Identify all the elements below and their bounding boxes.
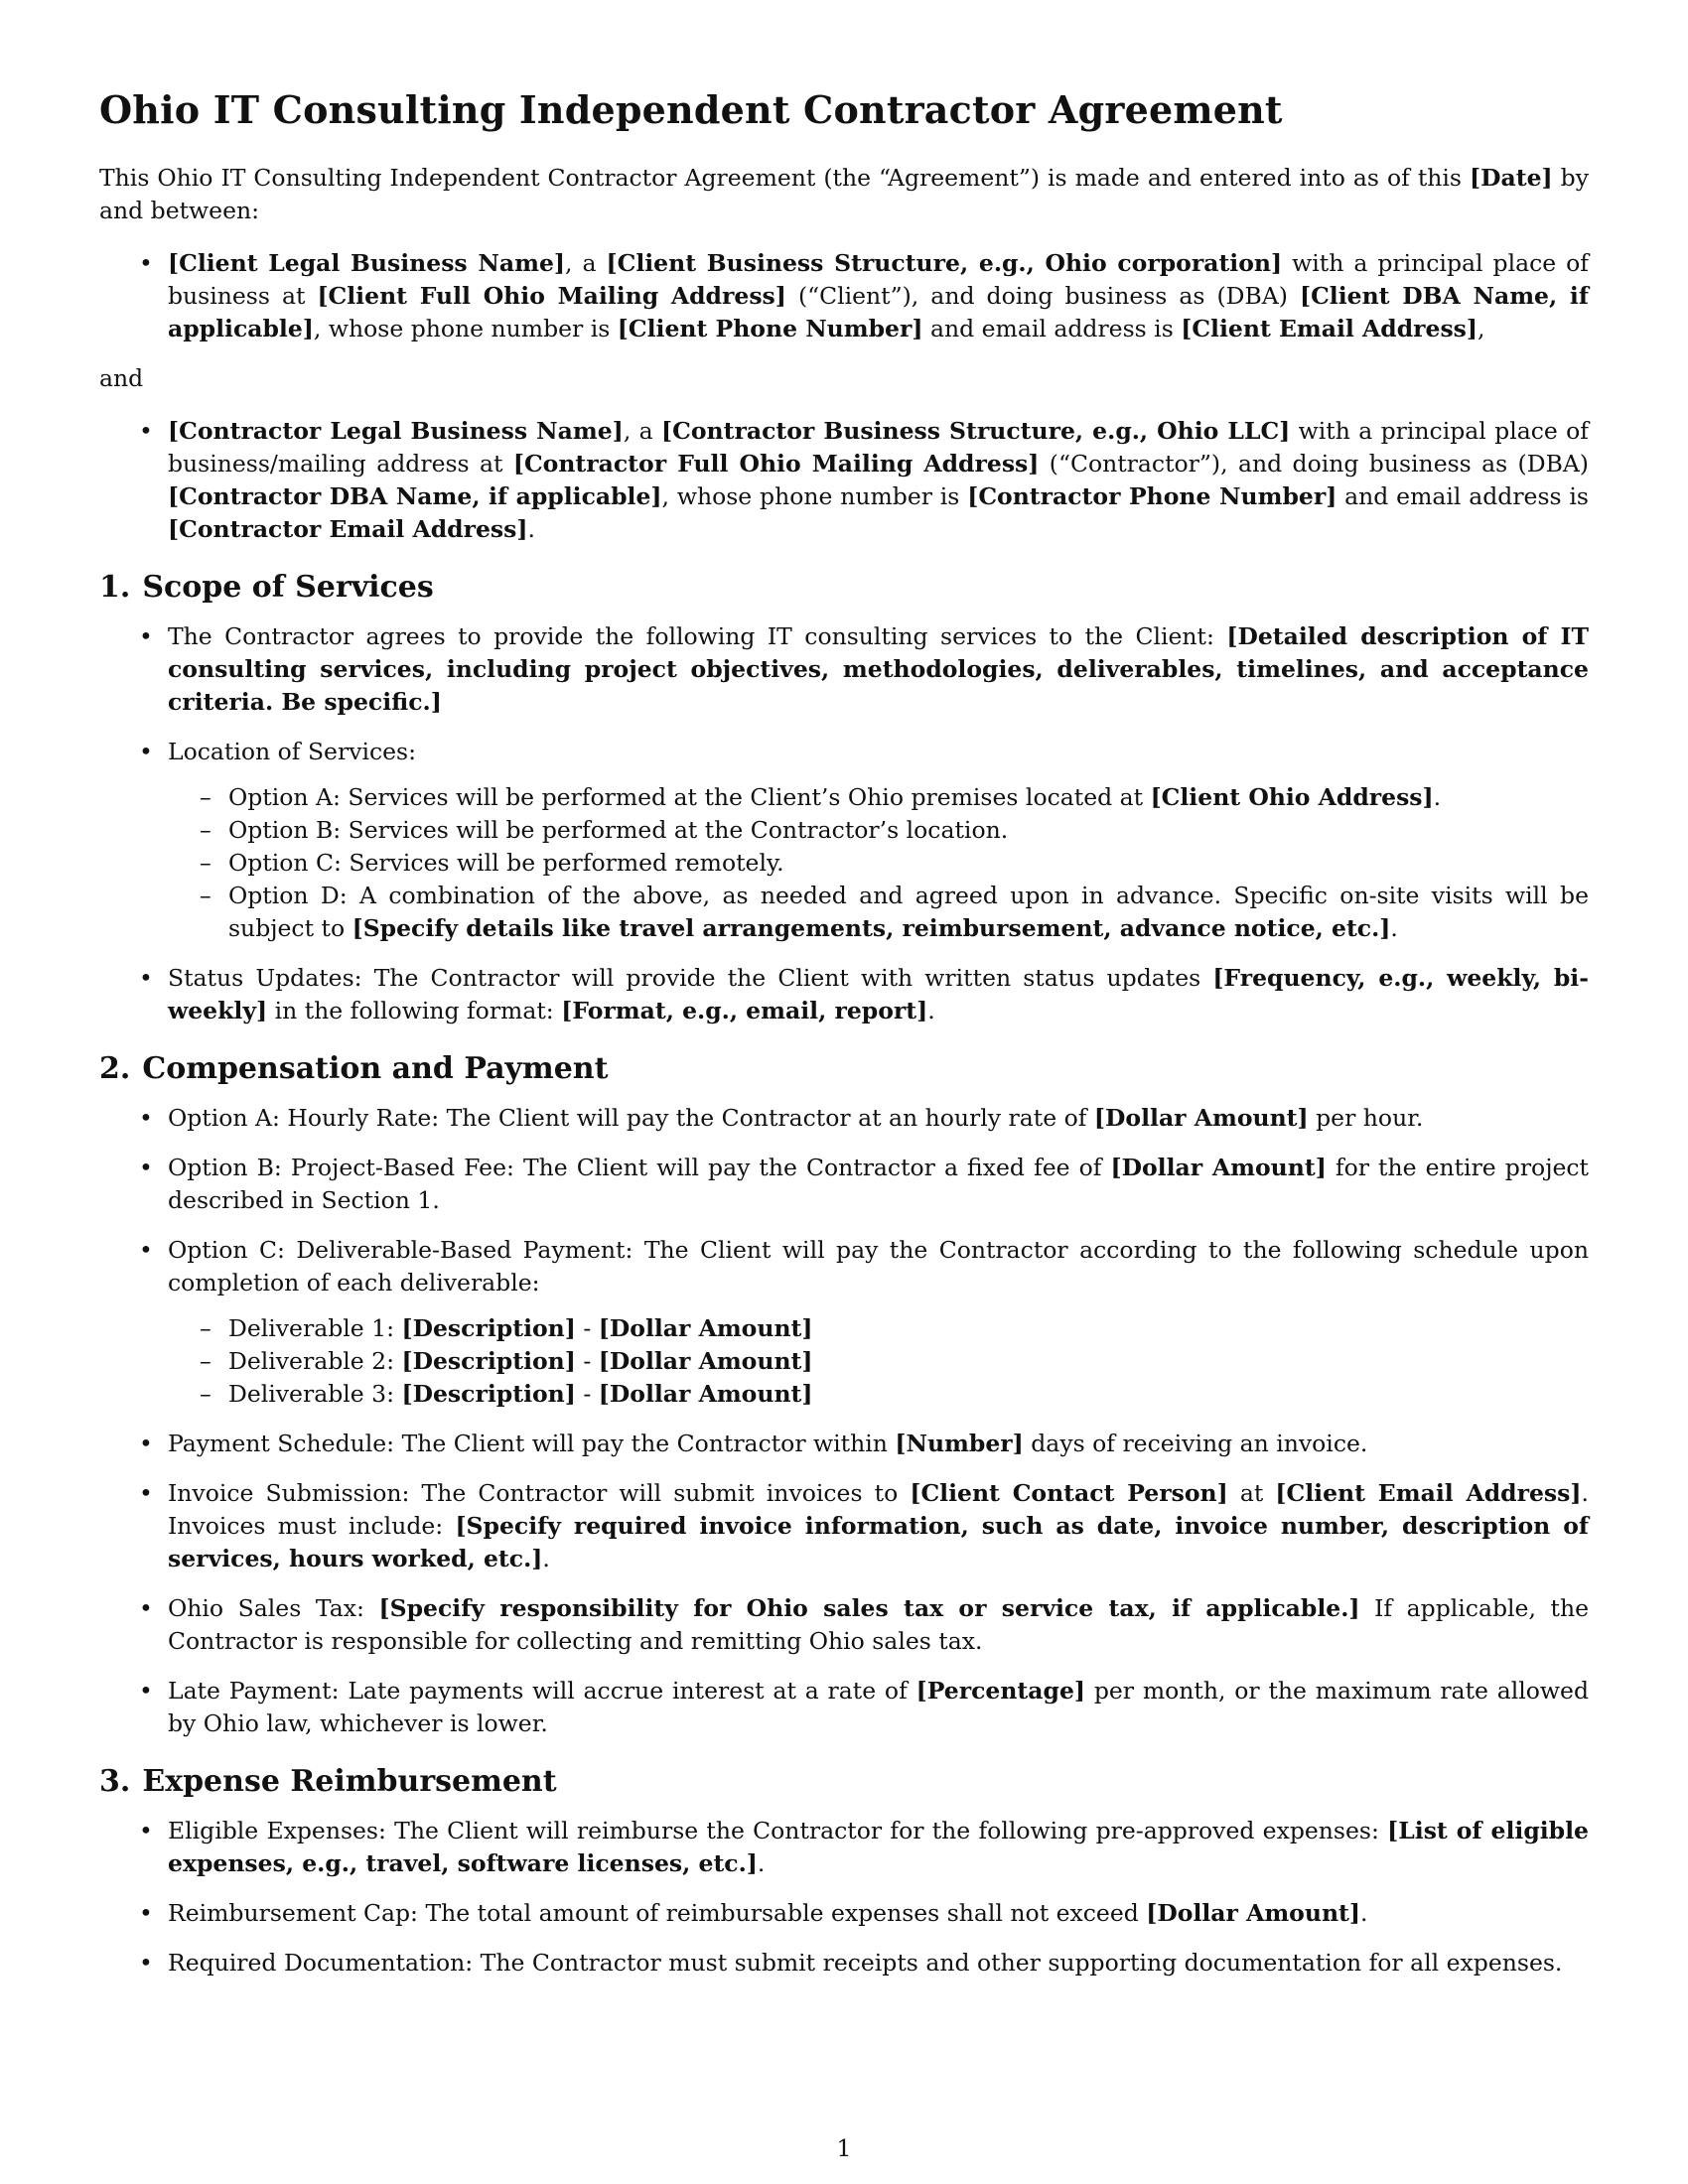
text: (“Client”), and doing business as (DBA): [785, 282, 1300, 310]
contractor-party-list: [99, 415, 1589, 546]
section-title: Expense Reimbursement: [142, 1764, 557, 1799]
document-title: Ohio IT Consulting Independent Contractor Agreement: [99, 87, 1283, 132]
text: Option A: Hourly Rate: The Client will pay the Contractor at an hourly rate of: [168, 1104, 1094, 1132]
deliverable-row: [168, 1345, 1589, 1378]
placeholder: [Frequency, e.g., weekly, bi-weekly]: [168, 964, 1589, 1024]
text: per month, or the maximum rate allowed by Ohio law, whichever is lower.: [168, 1677, 1589, 1737]
placeholder: [Client Business Structure, e.g., Ohio corporation]: [606, 249, 1283, 277]
text: .: [1390, 914, 1398, 942]
text: per hour.: [1308, 1104, 1424, 1132]
document-body: [99, 87, 1589, 1996]
section-3-list: [99, 1815, 1589, 1979]
text: Invoice Submission: The Contractor will submit invoices to: [168, 1479, 911, 1507]
placeholder: [Contractor Phone Number]: [967, 482, 1337, 510]
text: Status Updates: The Contractor will provide the Client with written status updates: [168, 964, 1213, 992]
placeholder: [Specify responsibility for Ohio sales tax or service tax, if applicable.]: [378, 1594, 1360, 1622]
text: If applicable, the Contractor is responsible for collecting and remitting Ohio sales tax.: [168, 1594, 1589, 1655]
text: in the following format:: [267, 997, 562, 1024]
placeholder: [Contractor Full Ohio Mailing Address]: [512, 450, 1040, 478]
placeholder: [Description]: [401, 1314, 576, 1342]
text: for the entire project described in Section 1.: [168, 1154, 1589, 1214]
location-options: [168, 781, 1589, 945]
placeholder: [Specify required invoice information, such as date, invoice number, description of services, hours worked, etc.]: [168, 1512, 1589, 1572]
text: (“Contractor”), and doing business as (DBA): [1039, 450, 1589, 478]
text: Deliverable 2:: [228, 1347, 402, 1375]
services-item: [99, 620, 1589, 719]
placeholder: [Dollar Amount]: [1146, 1899, 1360, 1927]
late-payment-item: [99, 1675, 1589, 1740]
text: Reimbursement Cap: The total amount of reimbursable expenses shall not exceed: [168, 1899, 1147, 1927]
client-party-item: [99, 247, 1589, 345]
section-title: Compensation and Payment: [142, 1051, 609, 1086]
text: Option B: Project-Based Fee: The Client will pay the Contractor a fixed fee of: [168, 1154, 1111, 1181]
text: .: [757, 1849, 766, 1877]
text: Late Payment: Late payments will accrue interest at a rate of: [168, 1677, 916, 1705]
location-option-d: [168, 880, 1589, 945]
placeholder: [Dollar Amount]: [598, 1314, 813, 1342]
text: , whose phone number is: [313, 315, 618, 342]
placeholder: [Dollar Amount]: [598, 1347, 813, 1375]
section-1-list: [99, 620, 1589, 1027]
section-2-list: [99, 1102, 1589, 1740]
sales-tax-item: [99, 1592, 1589, 1658]
location-item: [99, 736, 1589, 945]
text: -: [575, 1314, 599, 1342]
date-placeholder: [Date]: [1470, 164, 1553, 192]
text: .: [542, 1545, 550, 1572]
placeholder: [Format, e.g., email, report]: [561, 997, 928, 1024]
placeholder: [Client Full Ohio Mailing Address]: [317, 282, 786, 310]
placeholder: [Client Legal Business Name]: [168, 249, 566, 277]
text: .: [927, 997, 935, 1024]
text: . Invoices must include:: [168, 1479, 1589, 1540]
placeholder: [Detailed description of IT consulting services, including project objectives, methodologies, deliverables, timelines, and acceptance criteria. Be specific.]: [168, 622, 1590, 716]
text: -: [575, 1380, 599, 1408]
text: Option D: A combination of the above, as needed and agreed upon in advance. Specific on-site visits will be subject to: [228, 882, 1589, 942]
placeholder: [Client Phone Number]: [617, 315, 923, 342]
text: Eligible Expenses: The Client will reimburse the Contractor for the following pre-approved expenses:: [168, 1817, 1388, 1844]
section-2-heading: [99, 1051, 1589, 1086]
text: Option A: Services will be performed at the Client’s Ohio premises located at: [228, 783, 1151, 811]
placeholder: [Specify details like travel arrangements, reimbursement, advance notice, etc.]: [352, 914, 1391, 942]
text: days of receiving an invoice.: [1023, 1430, 1368, 1457]
placeholder: [Client Ohio Address]: [1150, 783, 1434, 811]
placeholder: [Dollar Amount]: [1110, 1154, 1327, 1181]
text: Location of Services:: [168, 738, 417, 765]
placeholder: [Client Email Address]: [1181, 315, 1478, 342]
text: with a principal place of business/mailing address at: [168, 417, 1589, 478]
contractor-party-item: [99, 415, 1589, 546]
deliverable-row: [168, 1312, 1589, 1345]
deliverables-list: [168, 1312, 1589, 1411]
hourly-rate-item: [99, 1102, 1589, 1135]
section-number: 3.: [99, 1764, 131, 1799]
page-number: 1: [836, 2134, 852, 2162]
text: .: [1433, 783, 1442, 811]
location-option-c: – Option C: Services will be performed remotely.: [168, 847, 1589, 880]
text: Payment Schedule: The Client will pay the Contractor within: [168, 1430, 896, 1457]
placeholder: [Number]: [895, 1430, 1024, 1457]
text: Ohio Sales Tax:: [168, 1594, 379, 1622]
intro-paragraph: [99, 162, 1589, 227]
placeholder: [Dollar Amount]: [598, 1380, 813, 1408]
section-number: 2.: [99, 1051, 131, 1086]
section-title: Scope of Services: [142, 570, 434, 605]
section-number: 1.: [99, 570, 131, 605]
placeholder: [Description]: [401, 1347, 576, 1375]
deliverable-row: [168, 1378, 1589, 1411]
placeholder: [Percentage]: [915, 1677, 1086, 1705]
placeholder: [Client Contact Person]: [910, 1479, 1228, 1507]
text: at: [1227, 1479, 1276, 1507]
text: .: [1360, 1899, 1368, 1927]
placeholder: [Dollar Amount]: [1093, 1104, 1309, 1132]
section-1-heading: [99, 570, 1589, 605]
deliverable-payment-item: [99, 1234, 1589, 1411]
invoice-submission-item: [99, 1477, 1589, 1575]
location-option-b: – Option B: Services will be performed at the Contractor’s location.: [168, 814, 1589, 847]
text: , a: [623, 417, 662, 445]
text: and email address is: [922, 315, 1182, 342]
intro-text: This Ohio IT Consulting Independent Contractor Agreement (the “Agreement”) is made and entered into as of this: [99, 164, 1470, 192]
placeholder: [Contractor Email Address]: [168, 515, 528, 543]
eligible-expenses-item: [99, 1815, 1589, 1880]
text: Option C: Deliverable-Based Payment: The Client will pay the Contractor according to the following schedule upon completion of each deliverable:: [168, 1236, 1589, 1297]
text: Deliverable 3:: [228, 1380, 402, 1408]
intro-text: by and between:: [99, 164, 1589, 224]
text: with a principal place of business at: [168, 249, 1590, 310]
placeholder: [Client Email Address]: [1275, 1479, 1582, 1507]
text: -: [575, 1347, 599, 1375]
project-fee-item: [99, 1152, 1589, 1217]
and-separator: and: [99, 364, 144, 392]
placeholder: [Client DBA Name, if applicable]: [168, 282, 1589, 342]
text: , whose phone number is: [661, 482, 968, 510]
documentation-item: • Required Documentation: The Contractor must submit receipts and other supporting documentation for all expenses.: [99, 1947, 1589, 1979]
placeholder: [Contractor DBA Name, if applicable]: [168, 482, 662, 510]
section-3-heading: [99, 1764, 1589, 1799]
status-updates-item: [99, 962, 1589, 1027]
text: The Contractor agrees to provide the following IT consulting services to the Client:: [168, 622, 1227, 650]
payment-schedule-item: [99, 1428, 1589, 1460]
placeholder: [List of eligible expenses, e.g., travel, software licenses, etc.]: [168, 1817, 1589, 1877]
location-option-a: [168, 781, 1589, 814]
reimbursement-cap-item: [99, 1897, 1589, 1930]
text: ,: [1477, 315, 1485, 342]
text: .: [527, 515, 535, 543]
text: Deliverable 1:: [228, 1314, 402, 1342]
placeholder: [Description]: [401, 1380, 576, 1408]
placeholder: [Contractor Legal Business Name]: [168, 417, 624, 445]
placeholder: [Contractor Business Structure, e.g., Ohio LLC]: [661, 417, 1291, 445]
text: , a: [565, 249, 607, 277]
text: and email address is: [1336, 482, 1589, 510]
client-party-list: [99, 247, 1589, 345]
